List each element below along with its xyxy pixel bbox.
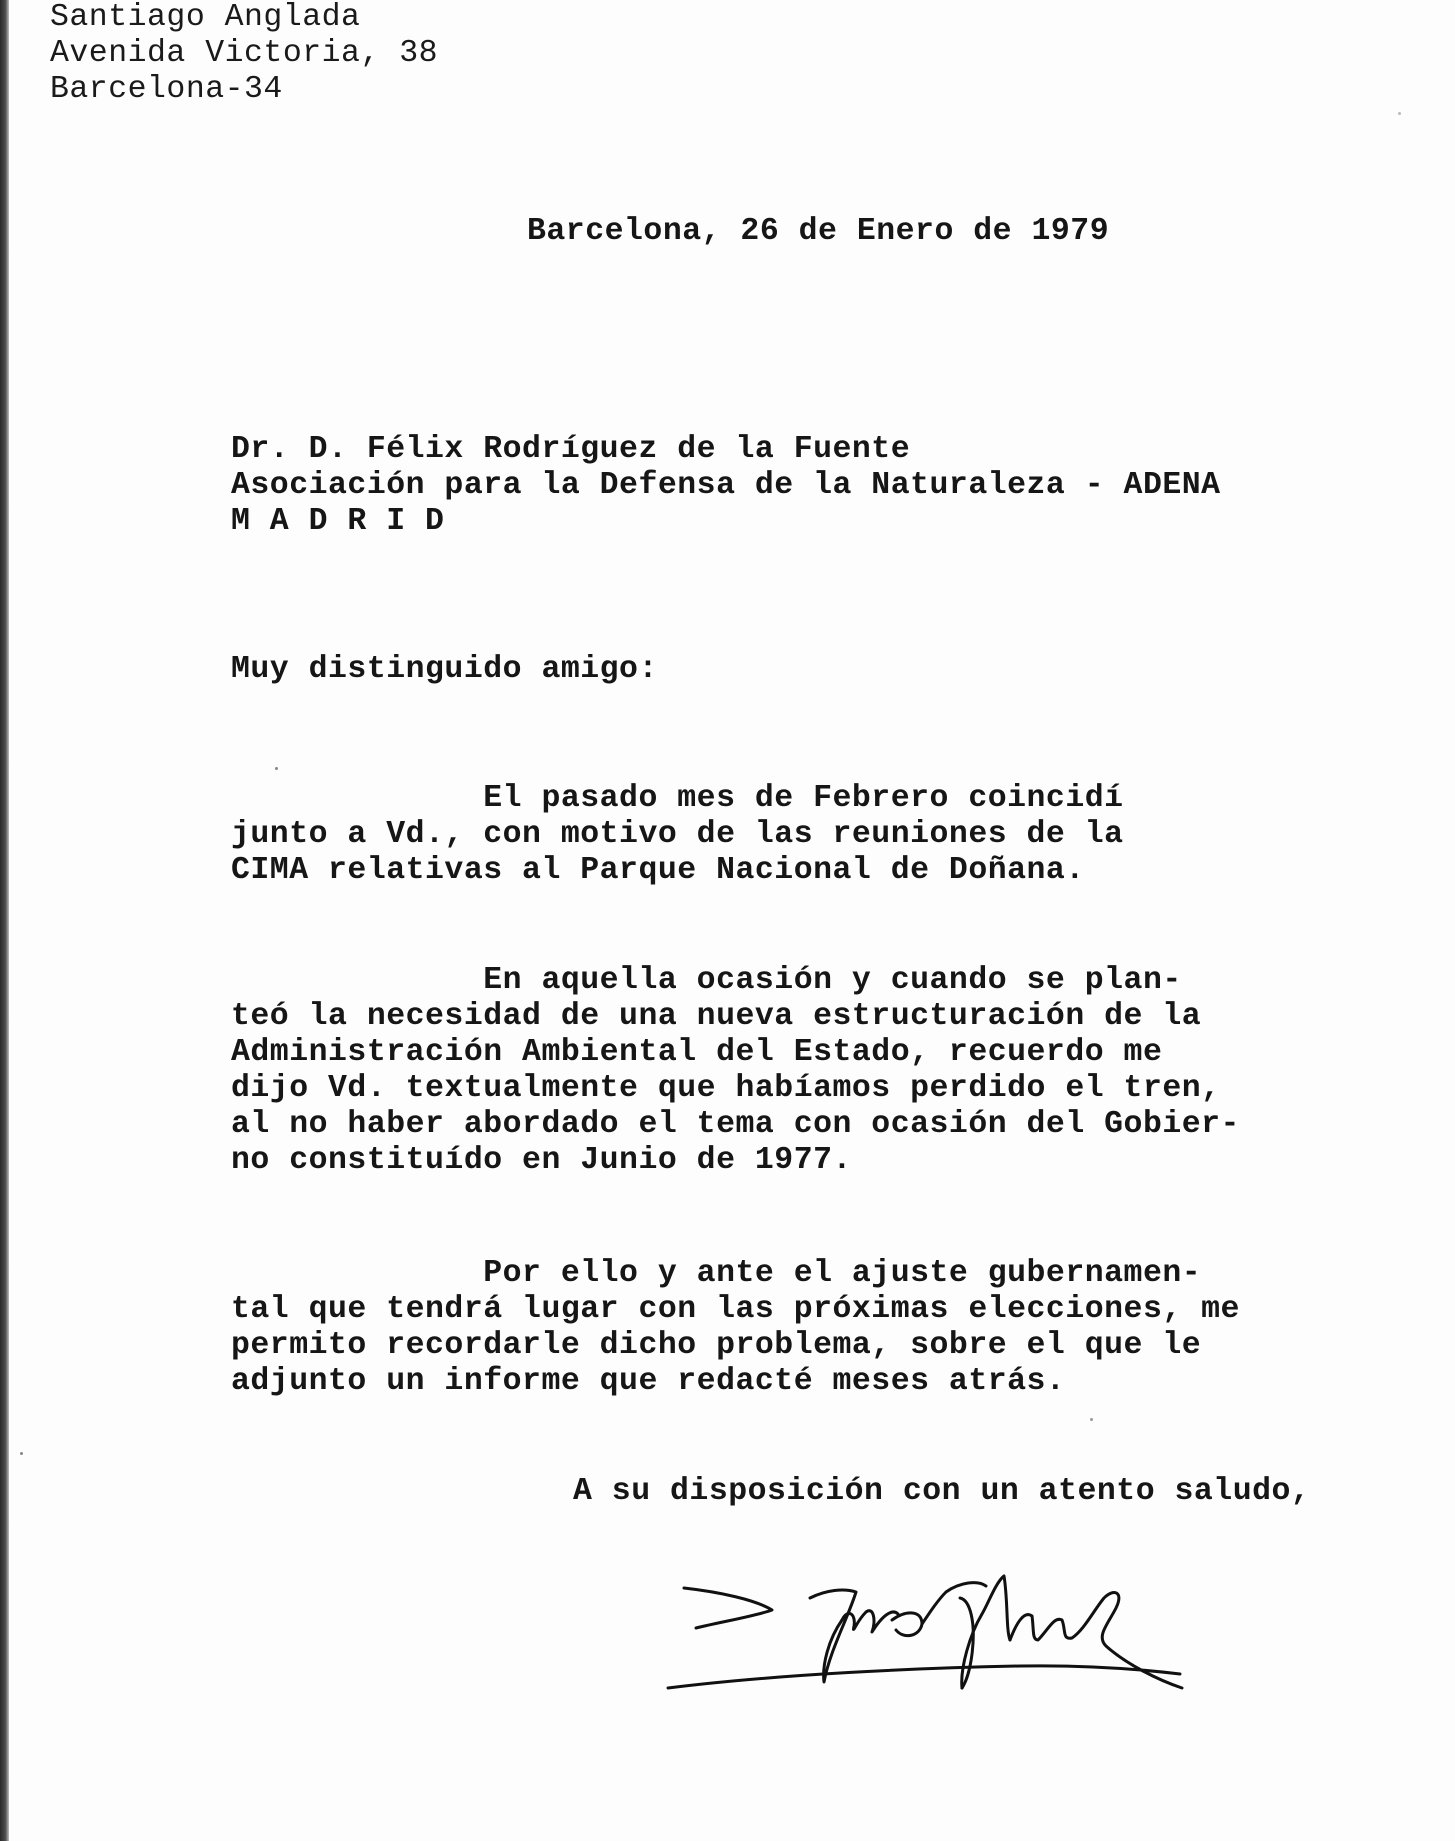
paragraph-line: teó la necesidad de una nueva estructuración de la	[231, 999, 1202, 1034]
recipient-city: M A D R I D	[231, 504, 445, 539]
sender-name: Santiago Anglada	[50, 0, 361, 35]
scan-left-edge	[0, 0, 9, 1841]
recipient-name: Dr. D. Félix Rodríguez de la Fuente	[231, 432, 911, 467]
sender-address	[50, 0, 438, 108]
paragraph-line: tal que tendrá lugar con las próximas elecciones, me	[231, 1292, 1240, 1327]
recipient-organization: Asociación para la Defensa de la Naturaleza - ADENA	[231, 468, 1221, 503]
scan-speck	[20, 1452, 23, 1455]
paragraph-line: El pasado mes de Febrero coincidí	[231, 781, 1124, 816]
scan-speck	[1398, 112, 1401, 115]
scan-speck	[275, 767, 278, 770]
body-paragraph-2	[231, 963, 1240, 1179]
recipient-address	[231, 432, 1221, 540]
paragraph-line: CIMA relativas al Parque Nacional de Doñana.	[231, 853, 1085, 888]
paragraph-line: al no haber abordado el tema con ocasión del Gobier-	[231, 1107, 1240, 1142]
letter-date: Barcelona, 26 de Enero de 1979	[527, 214, 1110, 249]
paragraph-line: dijo Vd. textualmente que habíamos perdido el tren,	[231, 1071, 1221, 1106]
paragraph-line: permito recordarle dicho problema, sobre el que le	[231, 1328, 1202, 1363]
closing-line: A su disposición con un atento saludo,	[573, 1474, 1311, 1509]
handwritten-signature	[660, 1570, 1230, 1700]
paragraph-line: no constituído en Junio de 1977.	[231, 1143, 852, 1178]
body-paragraph-3	[231, 1256, 1240, 1400]
body-paragraph-1	[231, 781, 1124, 889]
paragraph-line: En aquella ocasión y cuando se plan-	[231, 963, 1182, 998]
paragraph-line: Administración Ambiental del Estado, recuerdo me	[231, 1035, 1163, 1070]
paragraph-line: adjunto un informe que redacté meses atrás.	[231, 1364, 1066, 1399]
sender-city: Barcelona-34	[50, 72, 283, 107]
paragraph-line: junto a Vd., con motivo de las reuniones de la	[231, 817, 1124, 852]
paragraph-line: Por ello y ante el ajuste gubernamen-	[231, 1256, 1202, 1291]
salutation: Muy distinguido amigo:	[231, 652, 658, 687]
sender-street: Avenida Victoria, 38	[50, 36, 439, 71]
scan-speck	[1090, 1418, 1093, 1421]
